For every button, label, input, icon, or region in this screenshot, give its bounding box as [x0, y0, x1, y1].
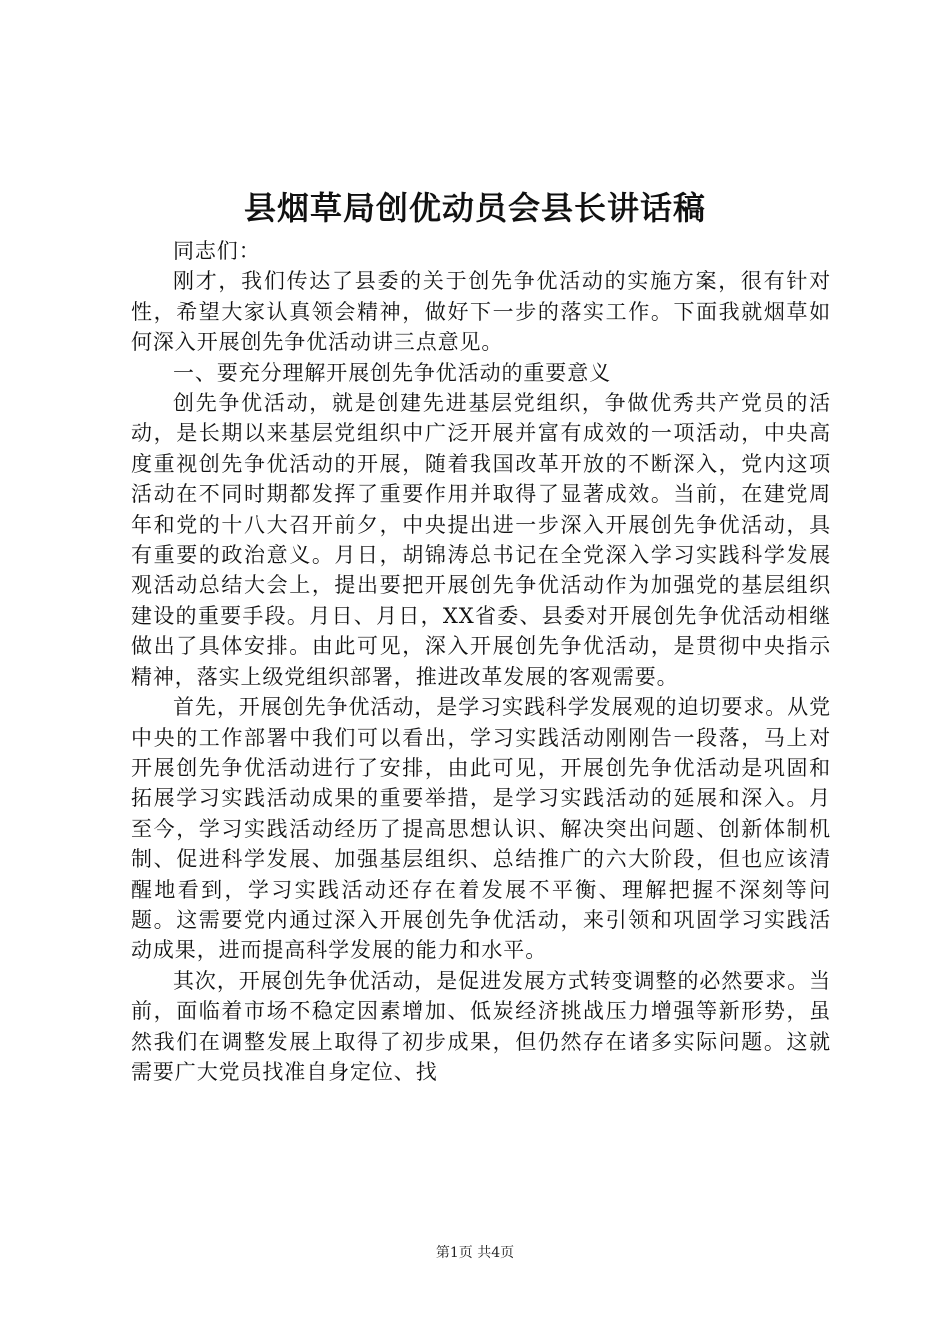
page-number-footer: 第1页 共4页	[435, 1245, 515, 1261]
body-paragraph: 首先，开展创先争优活动，是学习实践科学发展观的迫切要求。从党中央的工作部署中我们可以看出，学习实践活动刚刚告一段落，马上对开展创先争优活动进行了安排，由此可见，开展创先争优活动是巩固和拓展学习实践活动成果的重要举措，是学习实践活动的延展和深入。月至今，学习实践活动经历了提高思想认识、解决突出问题、创新体制机制、促进科学发展、加强基层组织、总结推广的六大阶段，但也应该清醒地看到，学习实践活动还存在着发展不平衡、理解把握不深刻等问题。这需要党内通过深入开展创先争优活动，来引领和巩固学习实践活动成果，进而提高科学发展的能力和水平。	[131, 695, 831, 963]
document-body	[131, 236, 831, 1087]
salutation-paragraph: 同志们：	[173, 239, 261, 263]
body-paragraph: 创先争优活动，就是创建先进基层党组织，争做优秀共产党员的活动，是长期以来基层党组织中广泛开展并富有成效的一项活动，中央高度重视创先争优活动的开展，随着我国改革开放的不断深入，党内这项活动在不同时期都发挥了重要作用并取得了显著成效。当前，在建党周年和党的十八大召开前夕，中央提出进一步深入开展创先争优活动，具有重要的政治意义。月日，胡锦涛总书记在全党深入学习实践科学发展观活动总结大会上，提出要把开展创先争优活动作为加强党的基层组织建设的重要手段。月日、月日，XX省委、县委对开展创先争优活动相继做出了具体安排。由此可见，深入开展创先争优活动，是贯彻中央指示精神，落实上级党组织部署，推进改革发展的客观需要。	[131, 391, 831, 689]
intro-paragraph: 刚才，我们传达了县委的关于创先争优活动的实施方案，很有针对性，希望大家认真领会精神，做好下一步的落实工作。下面我就烟草如何深入开展创先争优活动讲三点意见。	[131, 269, 831, 355]
body-paragraph: 其次，开展创先争优活动，是促进发展方式转变调整的必然要求。当前，面临着市场不稳定因素增加、低炭经济挑战压力增强等新形势，虽然我们在调整发展上取得了初步成果，但仍然存在诸多实际问题。这就需要广大党员找准自身定位、找	[131, 968, 831, 1084]
document-title: 县烟草局创优动员会县长讲话稿	[243, 189, 706, 227]
section-heading: 一、要充分理解开展创先争优活动的重要意义	[173, 360, 611, 385]
